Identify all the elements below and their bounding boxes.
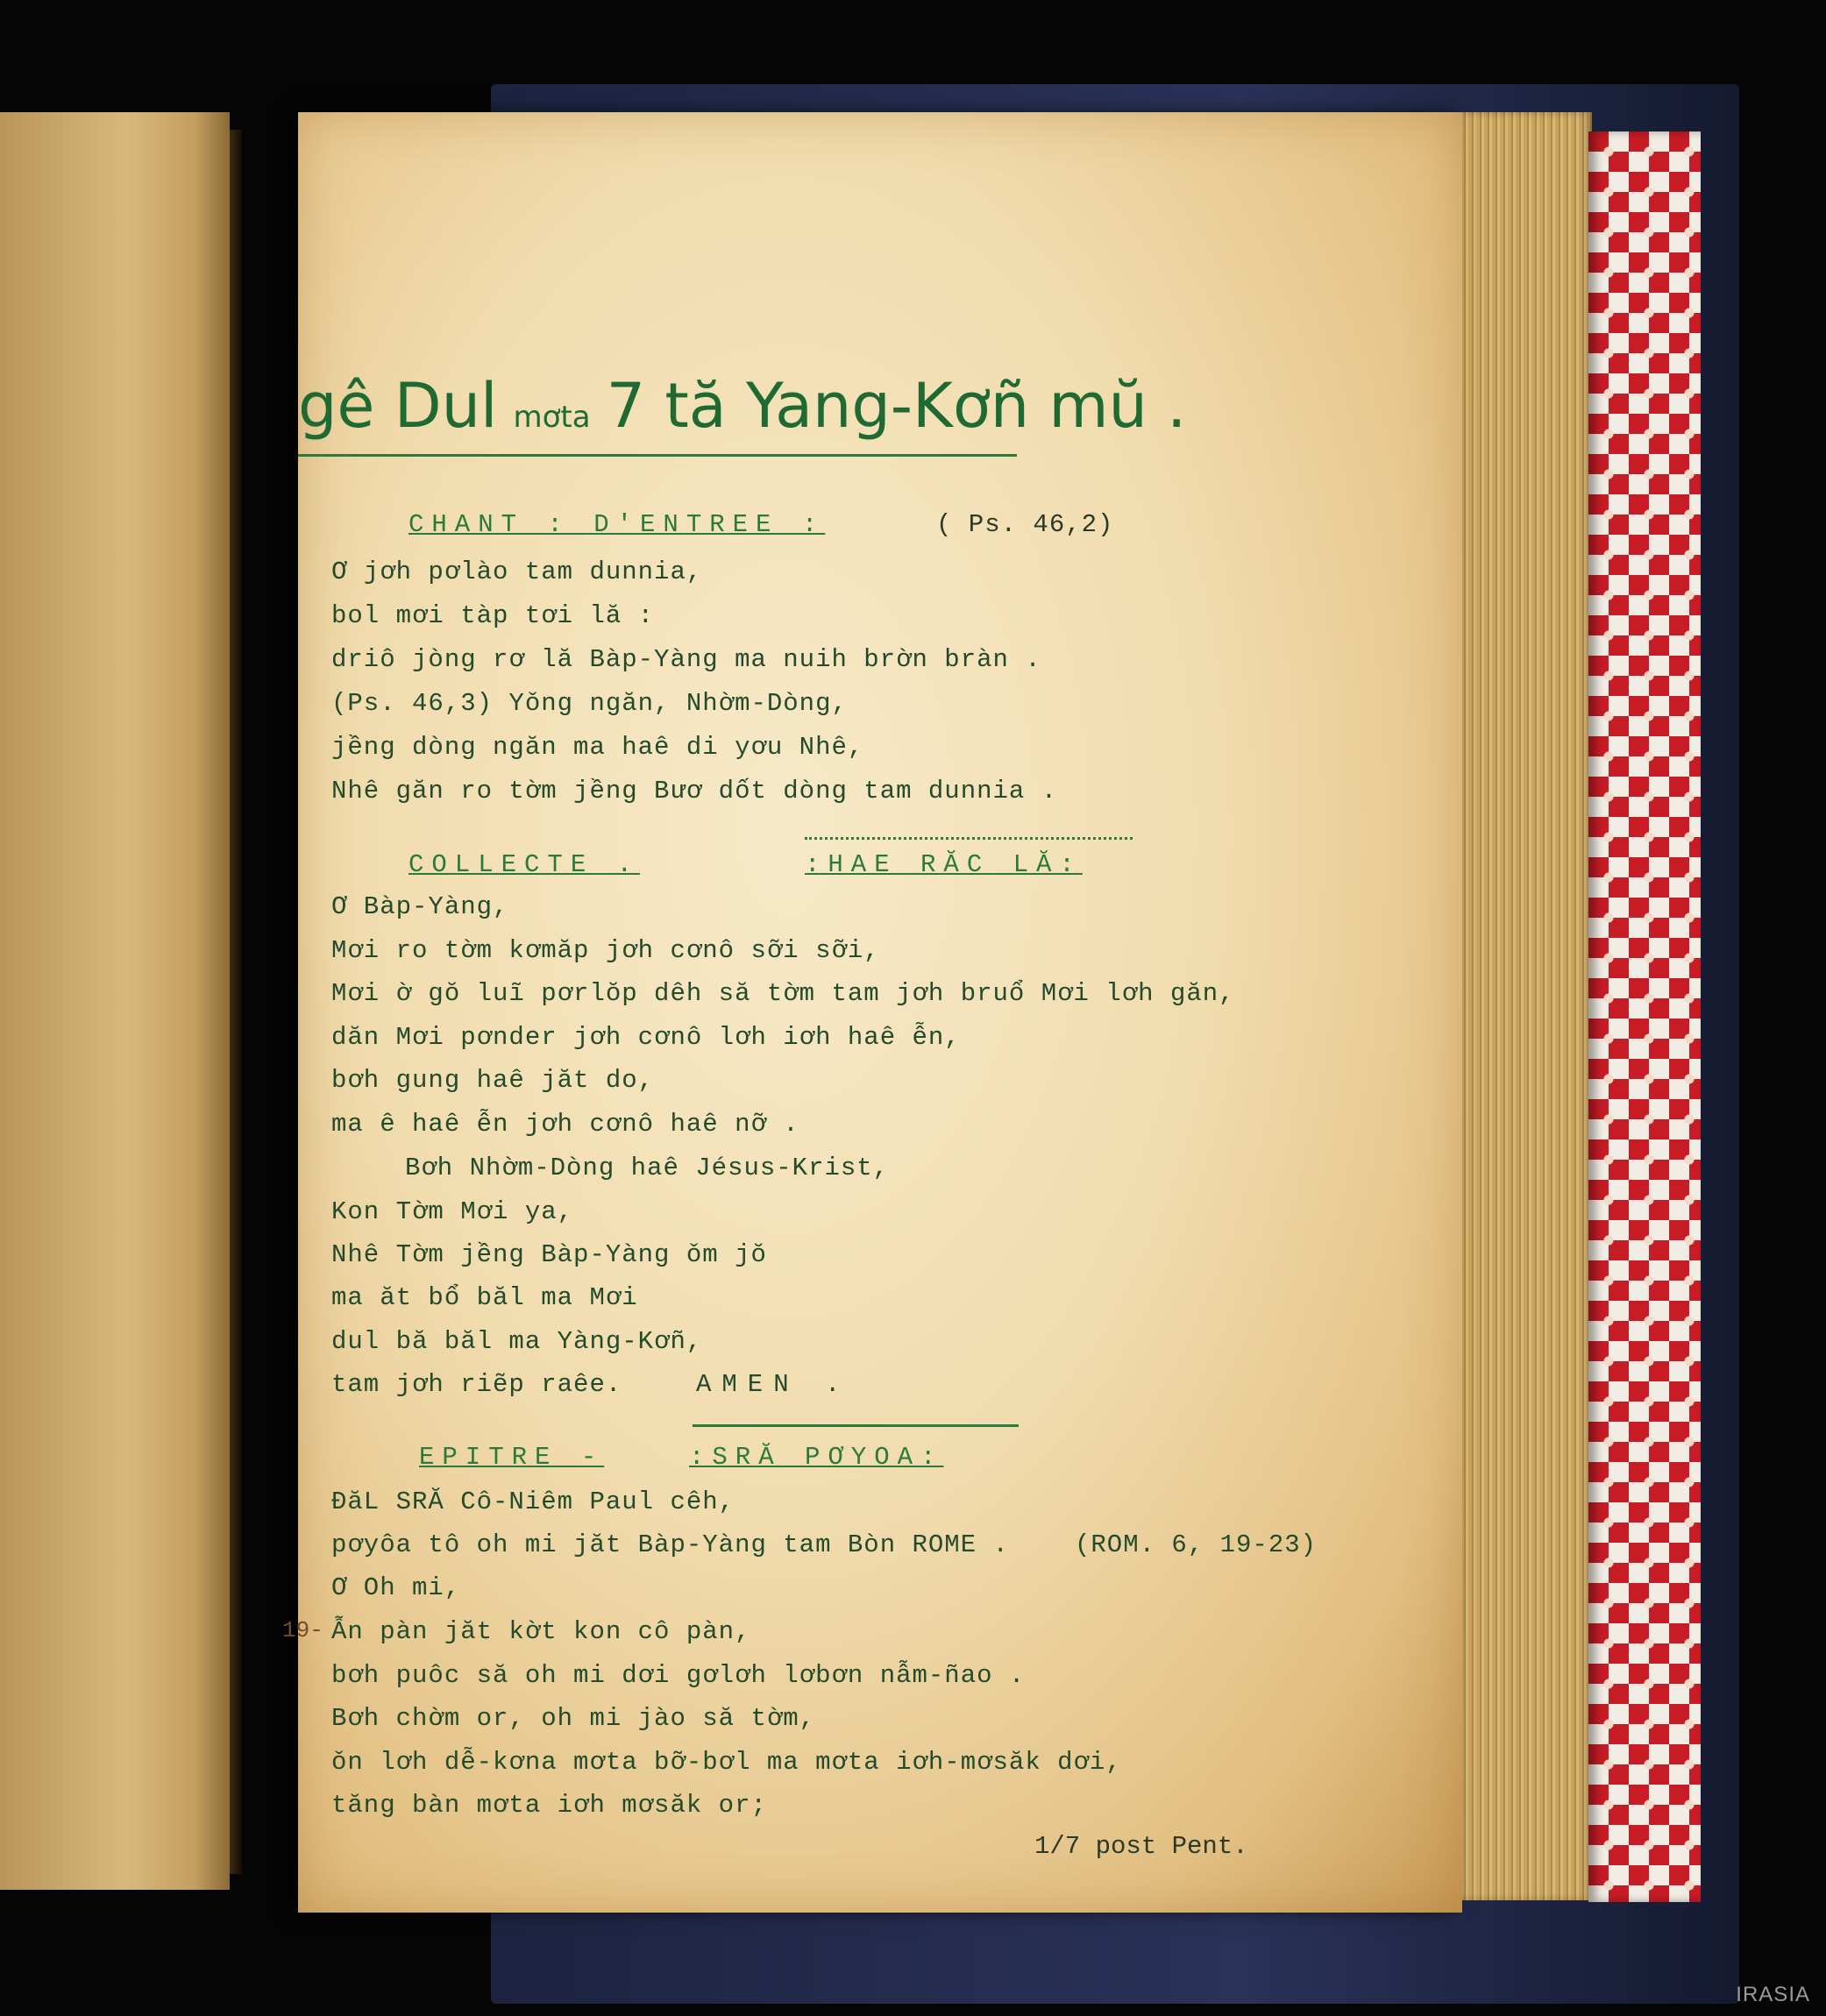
watermark: IRASIA <box>1736 1983 1810 2006</box>
epitre-ref: (ROM. 6, 19-23) <box>1075 1530 1318 1559</box>
collecte-heading-vn: :HAE RĂC LĂ: <box>805 850 1083 879</box>
epitre-line: tăng bàn mơta iơh mơsăk or; <box>331 1791 767 1820</box>
collecte-line: Kon Tờm Mơi ya, <box>331 1197 574 1226</box>
collecte-heading: COLLECTE . <box>409 850 641 879</box>
title-prefix: gê Dul <box>298 370 498 442</box>
collecte-dotted-rule <box>805 837 1133 840</box>
epitre-heading-vn: :SRĂ PƠYOA: <box>689 1443 944 1472</box>
collecte-line: Bơh Nhờm-Dòng haê Jésus-Krist, <box>405 1154 890 1182</box>
collecte-line: Ơ Bàp-Yàng, <box>331 892 509 921</box>
checkered-bookmark <box>1588 131 1701 1902</box>
collecte-line: Mơi ro tờm kơmăp jơh cơnô sỡi sỡi, <box>331 936 880 965</box>
chant-ref: ( Ps. 46,2) <box>936 510 1114 539</box>
epitre-line: Bơh chờm or, oh mi jào să tờm, <box>331 1704 816 1733</box>
chant-line: Nhê găn ro tờm jềng Bươ dốt dòng tam dunnia . <box>331 777 1058 806</box>
chant-line: bol mơi tàp tơi lă : <box>331 601 655 630</box>
verse-number: 19- <box>282 1617 323 1643</box>
collecte-line: Mơi ờ gŏ luĩ pơrlŏp dêh să tờm tam jơh bruổ Mơi lơh găn, <box>331 979 1235 1008</box>
title-main: 7 tă Yang-Kơñ mŭ . <box>606 370 1187 442</box>
left-page <box>0 112 230 1890</box>
epitre-heading: EPITRE - <box>419 1443 605 1472</box>
epitre-line: pơyôa tô oh mi jăt Bàp-Yàng tam Bòn ROME . <box>331 1530 1009 1559</box>
epitre-line: Ơ Oh mi, <box>331 1573 461 1602</box>
chant-line: Ơ jơh pơlào tam dunnia, <box>331 557 703 586</box>
chant-heading: CHANT : D'ENTREE : <box>409 510 826 539</box>
epitre-solid-rule <box>693 1424 1019 1427</box>
collecte-line: ma ăt bổ băl ma Mơi <box>331 1283 638 1312</box>
page-footer: 1/7 post Pent. <box>1034 1832 1248 1861</box>
chant-line: (Ps. 46,3) Yǒng ngăn, Nhờm-Dòng, <box>331 689 848 718</box>
amen: AMEN . <box>696 1370 851 1399</box>
collecte-line: ma ê haê ễn jơh cơnô haê nỡ . <box>331 1110 799 1139</box>
epitre-line: bơh puôc să oh mi dơi gơlơh lơbơn nẫm-ñao . <box>331 1661 1026 1690</box>
collecte-line: bơh gung haê jăt do, <box>331 1066 655 1095</box>
epitre-line: ǒn lơh dễ-kơna mơta bỡ-bơl ma mơta iơh-mơsăk dơi, <box>331 1748 1122 1777</box>
chant-line: jềng dòng ngăn ma haê di yơu Nhê, <box>331 733 864 762</box>
chant-line: driô jòng rơ lă Bàp-Yàng ma nuih brờn bràn . <box>331 645 1041 674</box>
epitre-line: Ẫn pàn jăt kờt kon cô pàn, <box>331 1617 751 1646</box>
collecte-line: Nhê Tờm jềng Bàp-Yàng ǒm jŏ <box>331 1240 767 1269</box>
page-title <box>298 358 1187 457</box>
collecte-line: dul bă băl ma Yàng-Kơñ, <box>331 1327 703 1356</box>
collecte-line: tam jơh riẽp raêe. <box>331 1370 622 1399</box>
page-edges <box>1445 112 1592 1900</box>
collecte-line: dăn Mơi pơnder jơh cơnô lơh iơh haê ễn, <box>331 1023 961 1052</box>
title-small: mơta <box>513 400 591 435</box>
epitre-line: ĐăL SRĂ Cô-Niêm Paul cêh, <box>331 1487 735 1516</box>
